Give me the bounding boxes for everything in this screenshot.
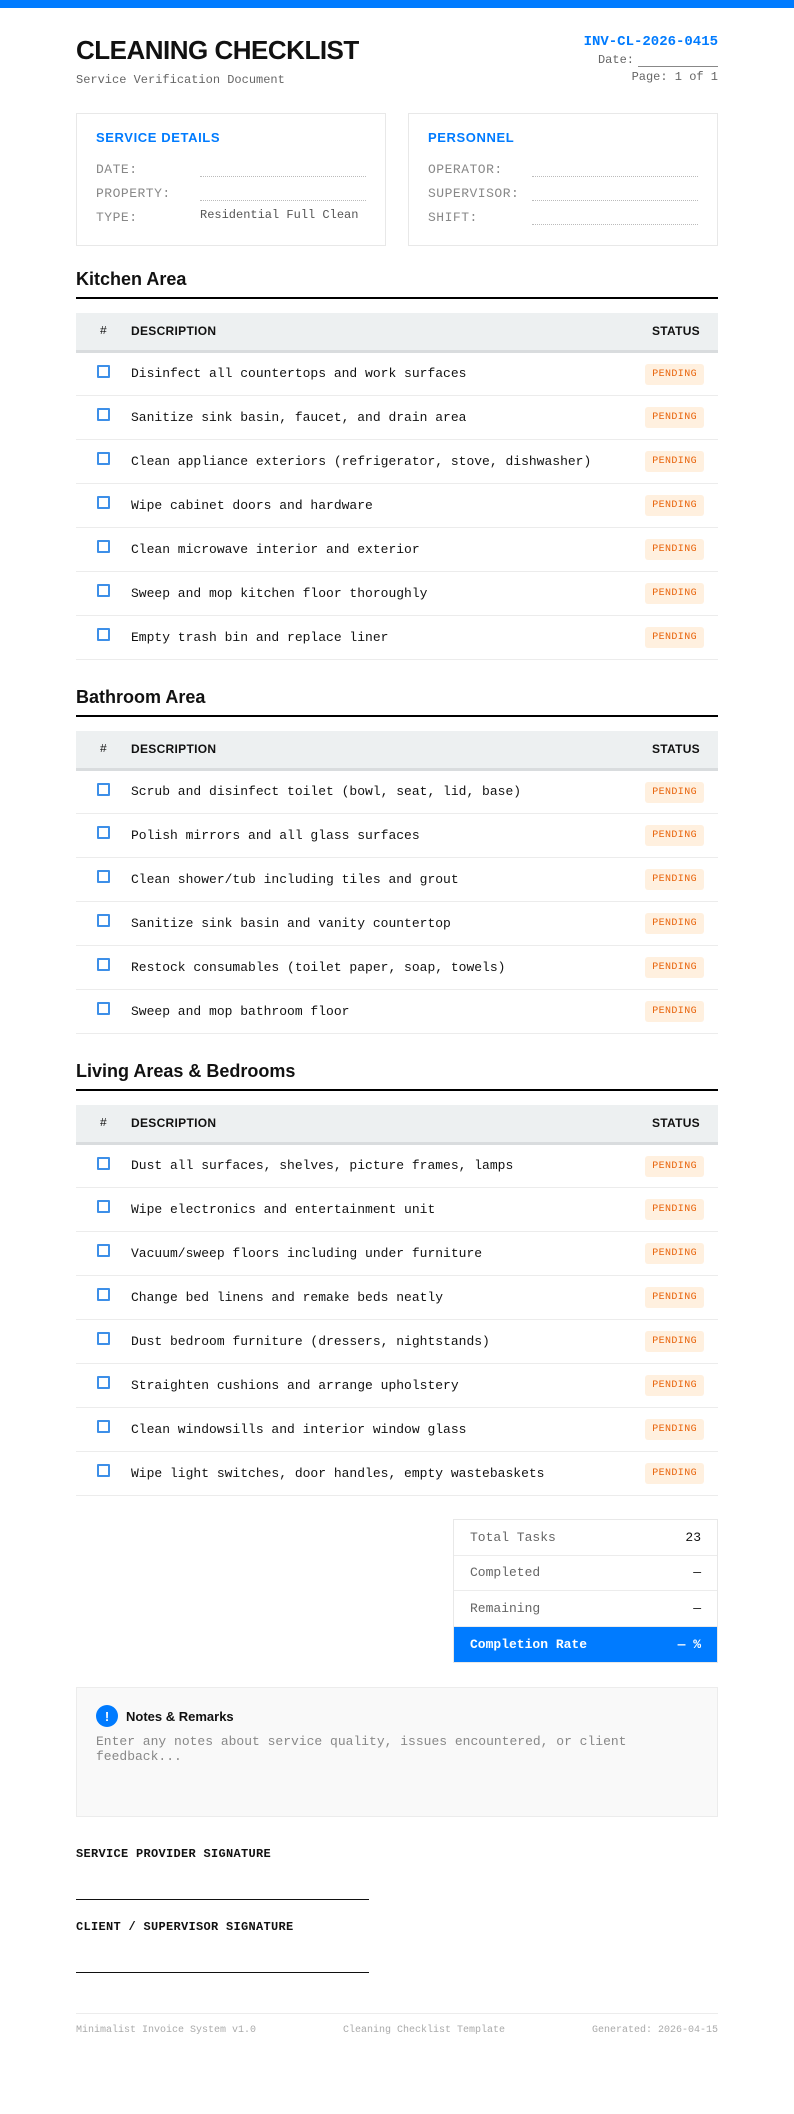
status-badge: PENDING <box>645 364 704 385</box>
task-description: Sweep and mop kitchen floor thoroughly <box>131 585 428 601</box>
checklist-table <box>76 731 718 1034</box>
status-badge: PENDING <box>645 407 704 428</box>
task-description: Wipe electronics and entertainment unit <box>131 1201 436 1217</box>
status-badge: PENDING <box>645 451 704 472</box>
summary-label: Total Tasks <box>470 1529 556 1545</box>
personnel-title: PERSONNEL <box>428 130 515 145</box>
column-header-description: DESCRIPTION <box>131 313 638 351</box>
column-header-status: STATUS <box>630 1105 718 1143</box>
task-description: Clean windowsills and interior window glass <box>131 1421 467 1437</box>
table-row <box>76 439 718 483</box>
table-row <box>76 813 718 857</box>
column-header-description: DESCRIPTION <box>131 731 626 769</box>
checklist-table <box>76 1105 718 1496</box>
task-description: Dust bedroom furniture (dressers, nightstands) <box>131 1333 490 1349</box>
table-row <box>76 1143 718 1187</box>
service-details-box <box>76 113 386 246</box>
status-badge: PENDING <box>645 495 704 516</box>
table-row <box>76 1319 718 1363</box>
table-row <box>76 527 718 571</box>
checkbox[interactable] <box>97 408 110 421</box>
task-description: Straighten cushions and arrange upholstery <box>131 1377 459 1393</box>
status-badge: PENDING <box>645 913 704 934</box>
table-header <box>76 1105 718 1143</box>
field-supervisor <box>428 177 698 201</box>
checkbox[interactable] <box>97 1157 110 1170</box>
status-badge: PENDING <box>645 1243 704 1264</box>
column-header-description: DESCRIPTION <box>131 1105 630 1143</box>
signature-line[interactable] <box>76 1972 369 1973</box>
task-description: Clean shower/tub including tiles and grout <box>131 871 459 887</box>
summary-remaining <box>454 1591 717 1627</box>
checkbox[interactable] <box>97 826 110 839</box>
document-id: INV-CL-2026-0415 <box>583 34 718 50</box>
status-badge: PENDING <box>645 1463 704 1484</box>
summary-value: — % <box>677 1636 701 1652</box>
field-property <box>96 177 366 201</box>
task-description: Sweep and mop bathroom floor <box>131 1003 350 1019</box>
date-line <box>584 53 718 67</box>
task-description: Wipe light switches, door handles, empty wastebaskets <box>131 1465 545 1481</box>
field-label: TYPE: <box>96 210 138 225</box>
operator-field[interactable] <box>532 160 698 177</box>
section-title: Kitchen Area <box>76 265 718 299</box>
summary-completed <box>454 1556 717 1592</box>
personnel-box <box>408 113 718 246</box>
task-description: Wipe cabinet doors and hardware <box>131 497 373 513</box>
field-date <box>96 153 366 177</box>
property-field[interactable] <box>200 184 366 201</box>
footer-left: Minimalist Invoice System v1.0 <box>76 2025 257 2036</box>
task-description: Vacuum/sweep floors including under furniture <box>131 1245 483 1261</box>
checkbox[interactable] <box>97 1002 110 1015</box>
field-label: PROPERTY: <box>96 186 171 201</box>
section-kitchen <box>76 265 718 660</box>
summary-label: Completion Rate <box>470 1636 588 1652</box>
table-row <box>76 901 718 945</box>
table-row <box>76 1451 718 1495</box>
date-field[interactable] <box>200 160 366 177</box>
notes-header <box>96 1704 698 1728</box>
checklist-page <box>76 8 718 2036</box>
status-badge: PENDING <box>645 782 704 803</box>
status-badge: PENDING <box>645 957 704 978</box>
checkbox[interactable] <box>97 1376 110 1389</box>
summary-table <box>453 1519 718 1663</box>
task-description: Polish mirrors and all glass surfaces <box>131 827 420 843</box>
status-badge: PENDING <box>645 869 704 890</box>
column-header-number: # <box>76 313 131 351</box>
status-badge: PENDING <box>645 1199 704 1220</box>
checkbox[interactable] <box>97 914 110 927</box>
checkbox[interactable] <box>97 1200 110 1213</box>
task-description: Restock consumables (toilet paper, soap, towels) <box>131 959 506 975</box>
field-operator <box>428 153 698 177</box>
page-footer <box>76 2013 718 2036</box>
table-row <box>76 483 718 527</box>
table-row <box>76 615 718 659</box>
summary-total-tasks <box>454 1520 717 1556</box>
notes-title: Notes & Remarks <box>126 1708 234 1724</box>
page-subtitle: Service Verification Document <box>76 73 285 87</box>
table-row <box>76 769 718 813</box>
alert-icon: ! <box>96 1705 118 1727</box>
summary-label: Remaining <box>470 1600 541 1616</box>
checkbox[interactable] <box>97 452 110 465</box>
date-label: Date: <box>597 53 634 67</box>
status-badge: PENDING <box>645 1375 704 1396</box>
table-row <box>76 1231 718 1275</box>
column-header-number: # <box>76 731 131 769</box>
table-row <box>76 571 718 615</box>
status-badge: PENDING <box>645 1156 704 1177</box>
table-row <box>76 395 718 439</box>
task-description: Clean appliance exteriors (refrigerator, stove, dishwasher) <box>131 453 592 469</box>
field-label: SUPERVISOR: <box>428 186 520 201</box>
task-description: Empty trash bin and replace liner <box>131 629 389 645</box>
summary-completion-rate <box>454 1627 717 1663</box>
status-badge: PENDING <box>645 1287 704 1308</box>
section-bathroom <box>76 683 718 1034</box>
table-row <box>76 1407 718 1451</box>
task-description: Sanitize sink basin, faucet, and drain area <box>131 409 467 425</box>
column-header-status: STATUS <box>638 313 718 351</box>
checkbox[interactable] <box>97 1464 110 1477</box>
notes-box <box>76 1687 718 1817</box>
summary-value: — <box>693 1600 701 1616</box>
page-number: Page: 1 of 1 <box>631 70 718 84</box>
status-badge: PENDING <box>645 1001 704 1022</box>
checkbox[interactable] <box>97 783 110 796</box>
field-shift <box>428 201 698 225</box>
status-badge: PENDING <box>645 825 704 846</box>
document-header <box>76 8 718 113</box>
status-badge: PENDING <box>645 1331 704 1352</box>
info-boxes <box>76 113 718 246</box>
document-meta <box>584 34 718 84</box>
column-header-number: # <box>76 1105 131 1143</box>
status-badge: PENDING <box>645 1419 704 1440</box>
summary-value: 23 <box>685 1529 701 1545</box>
table-header <box>76 731 718 769</box>
checkbox[interactable] <box>97 365 110 378</box>
section-title: Living Areas & Bedrooms <box>76 1057 718 1091</box>
status-badge: PENDING <box>645 539 704 560</box>
footer-center: Cleaning Checklist Template <box>342 2025 506 2036</box>
date-input[interactable] <box>638 55 718 67</box>
notes-input[interactable]: Enter any notes about service quality, issues encountered, or client feedback... <box>96 1734 627 1764</box>
table-row <box>76 1187 718 1231</box>
signature-label: CLIENT / SUPERVISOR SIGNATURE <box>76 1920 294 1934</box>
type-field[interactable]: Residential Full Clean <box>200 208 359 222</box>
checkbox[interactable] <box>97 958 110 971</box>
checkbox[interactable] <box>97 1420 110 1433</box>
checkbox[interactable] <box>97 1244 110 1257</box>
provider-signature <box>76 1847 369 1900</box>
field-label: DATE: <box>96 162 138 177</box>
table-row <box>76 351 718 395</box>
signature-label: SERVICE PROVIDER SIGNATURE <box>76 1847 272 1861</box>
status-badge: PENDING <box>645 627 704 648</box>
field-label: SHIFT: <box>428 210 478 225</box>
checklist-table <box>76 313 718 660</box>
page-title: CLEANING CHECKLIST <box>76 35 359 65</box>
top-accent-bar <box>0 0 794 8</box>
task-description: Change bed linens and remake beds neatly <box>131 1289 444 1305</box>
summary-value: — <box>693 1565 701 1581</box>
checkbox[interactable] <box>97 496 110 509</box>
service-details-title: SERVICE DETAILS <box>96 130 221 145</box>
table-row <box>76 945 718 989</box>
column-header-status: STATUS <box>626 731 718 769</box>
checkbox[interactable] <box>97 1288 110 1301</box>
section-living <box>76 1057 718 1496</box>
field-type <box>96 201 366 225</box>
table-row <box>76 1275 718 1319</box>
checkbox[interactable] <box>97 1332 110 1345</box>
shift-field[interactable] <box>532 208 698 225</box>
field-label: OPERATOR: <box>428 162 503 177</box>
checkbox[interactable] <box>97 870 110 883</box>
task-description: Sanitize sink basin and vanity countertop <box>131 915 451 931</box>
table-row <box>76 857 718 901</box>
signature-line[interactable] <box>76 1899 369 1900</box>
task-description: Clean microwave interior and exterior <box>131 541 420 557</box>
supervisor-field[interactable] <box>532 184 698 201</box>
task-description: Dust all surfaces, shelves, picture frames, lamps <box>131 1158 514 1173</box>
task-description: Disinfect all countertops and work surfaces <box>131 366 467 381</box>
section-title: Bathroom Area <box>76 683 718 717</box>
task-description: Scrub and disinfect toilet (bowl, seat, lid, base) <box>131 784 522 799</box>
table-row <box>76 1363 718 1407</box>
checkbox[interactable] <box>97 628 110 641</box>
status-badge: PENDING <box>645 583 704 604</box>
summary-label: Completed <box>470 1565 541 1581</box>
checkbox[interactable] <box>97 540 110 553</box>
client-signature <box>76 1920 369 1973</box>
footer-right: Generated: 2026-04-15 <box>591 2025 718 2036</box>
checkbox[interactable] <box>97 584 110 597</box>
table-row <box>76 989 718 1033</box>
table-header <box>76 313 718 351</box>
